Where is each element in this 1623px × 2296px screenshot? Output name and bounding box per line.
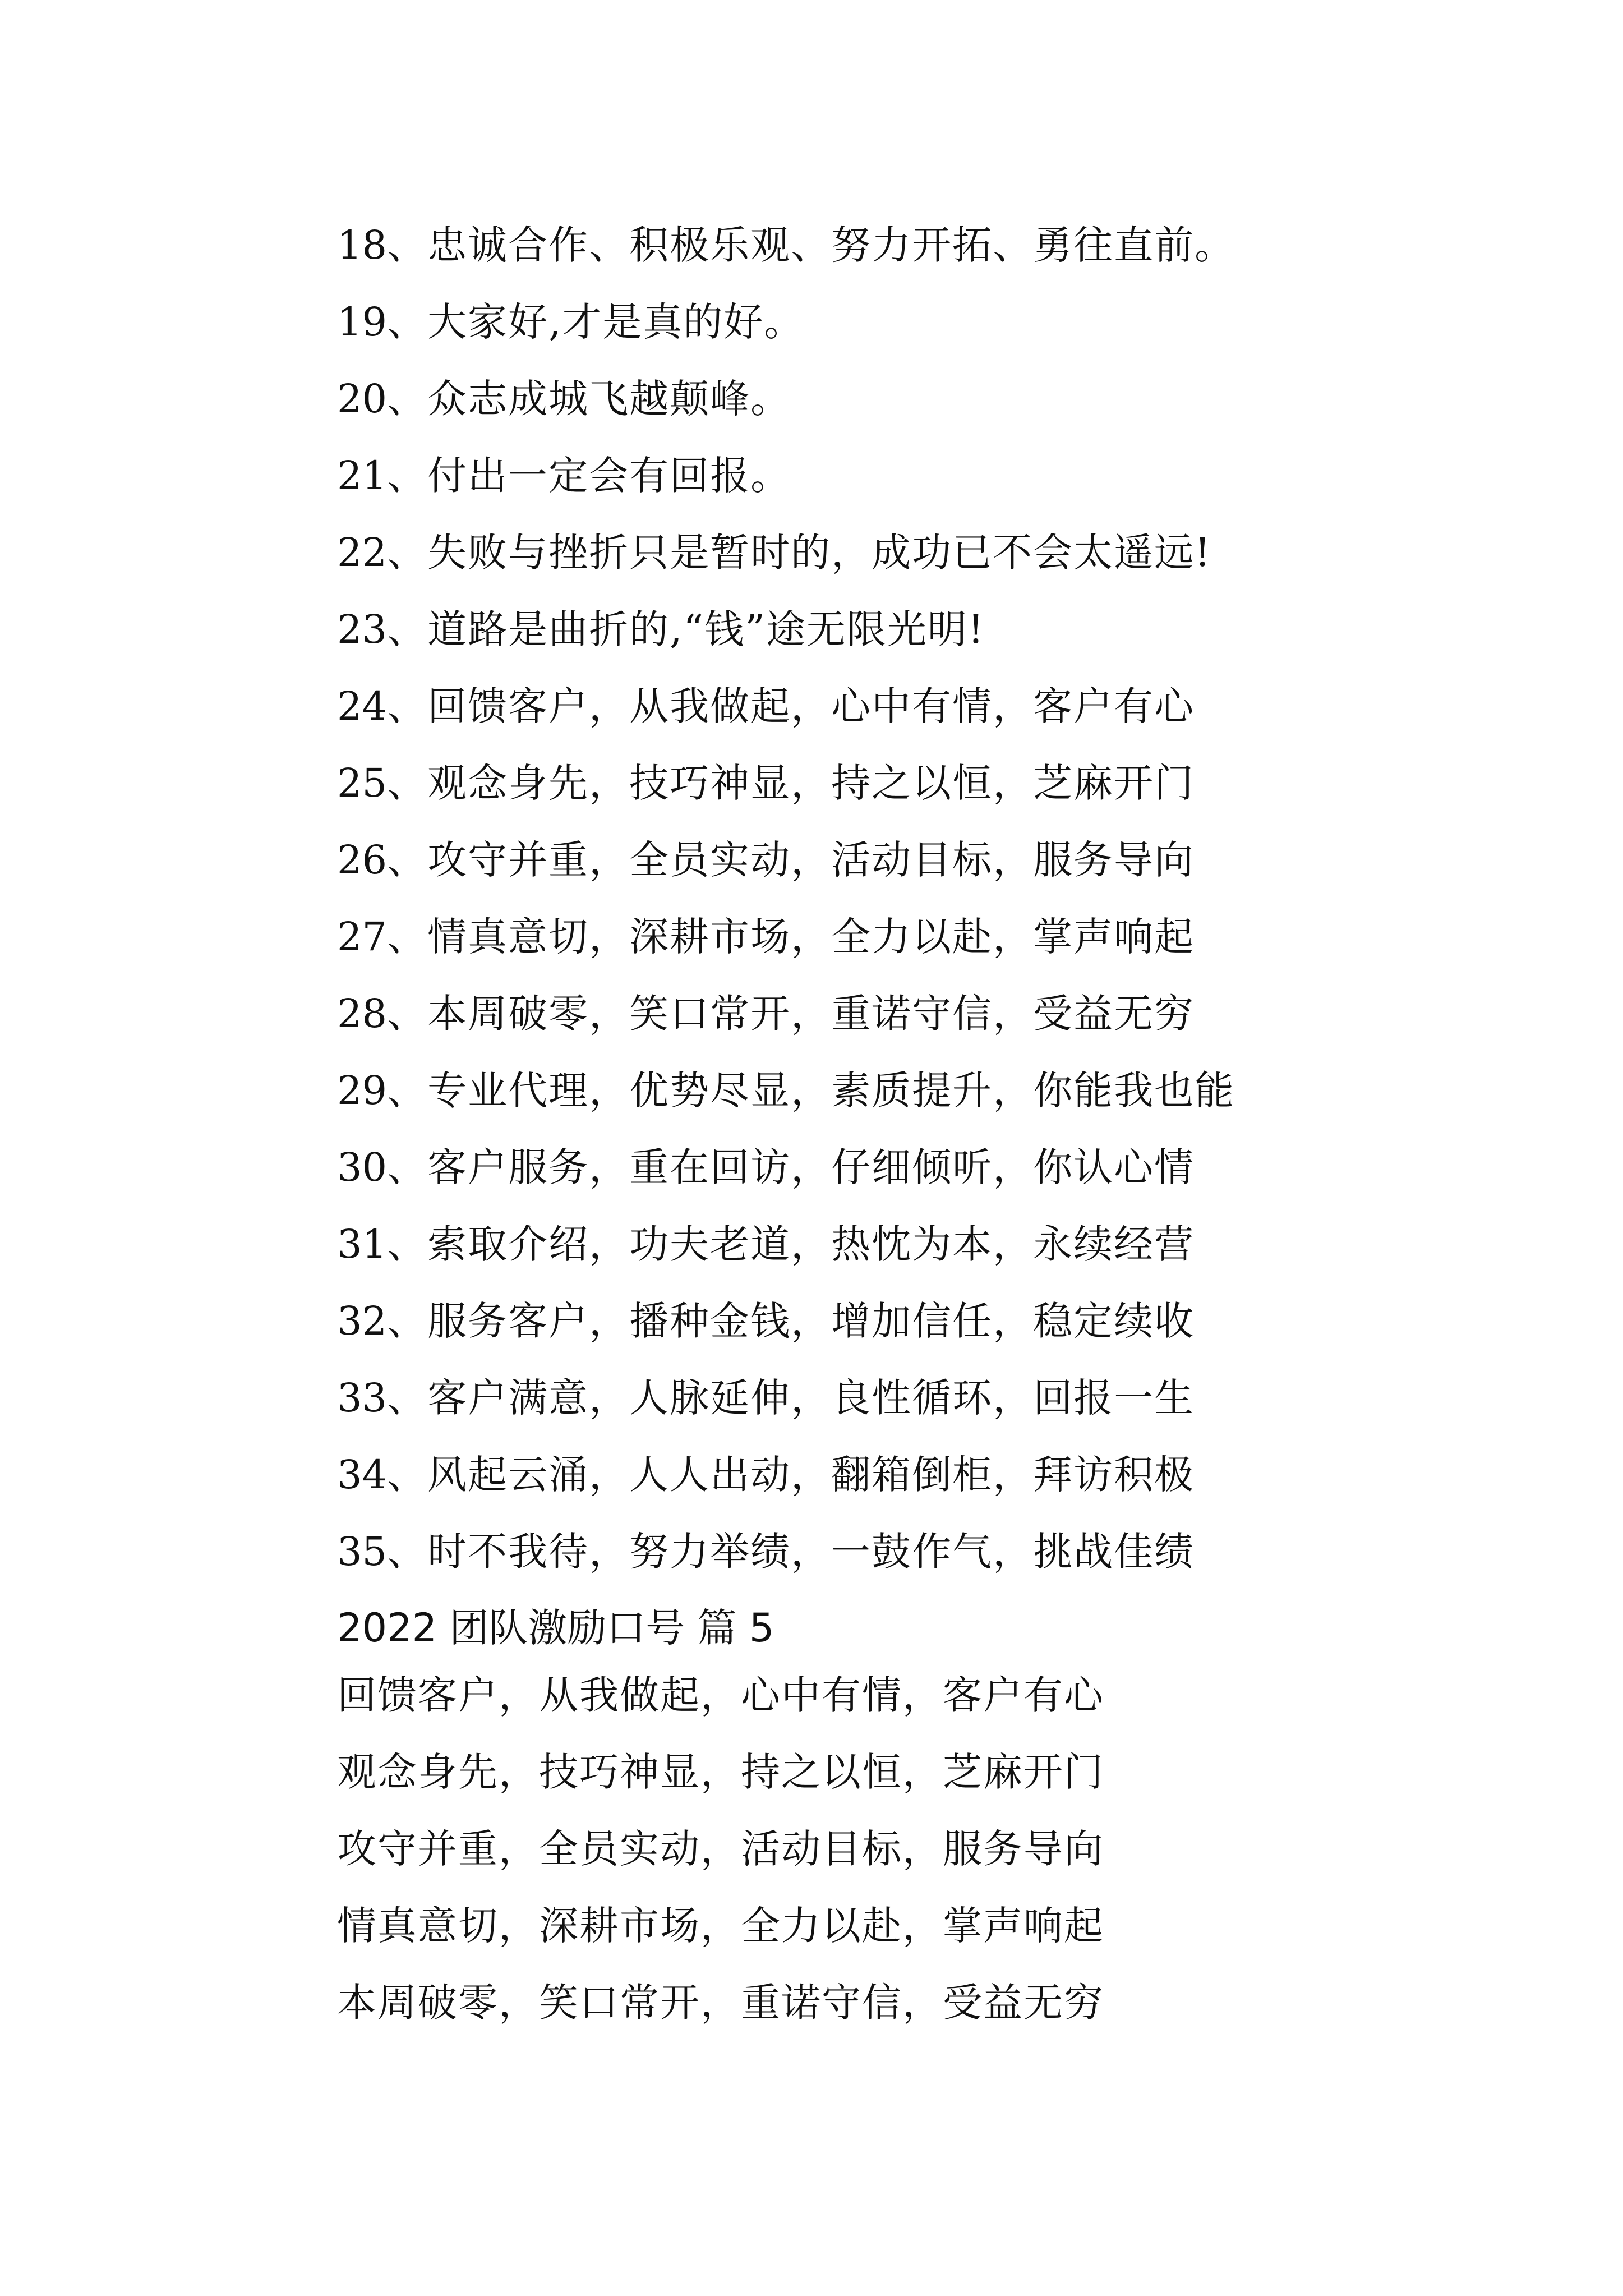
section-line: 回馈客户，从我做起，心中有情，客户有心 bbox=[337, 1672, 1104, 1718]
list-item bbox=[337, 293, 1543, 370]
list-item bbox=[337, 754, 1543, 831]
item-text: 、大家好,才是真的好。 bbox=[387, 299, 805, 345]
list-item bbox=[337, 1446, 1543, 1522]
list-item bbox=[337, 1522, 1543, 1599]
item-text: 、众志成城飞越颠峰。 bbox=[387, 376, 791, 422]
item-number: 21 bbox=[337, 453, 388, 499]
list-item bbox=[337, 447, 1543, 523]
item-number: 25 bbox=[337, 760, 388, 806]
item-number: 19 bbox=[337, 299, 388, 345]
item-text: 、服务客户，播种金钱，增加信任，稳定续收 bbox=[387, 1298, 1195, 1344]
section-lines bbox=[337, 1666, 1543, 2050]
item-text: 、时不我待，努力举绩，一鼓作气，挑战佳绩 bbox=[387, 1529, 1195, 1575]
list-item bbox=[337, 1138, 1543, 1215]
item-number: 31 bbox=[337, 1221, 388, 1267]
item-number: 34 bbox=[337, 1452, 388, 1498]
item-number: 33 bbox=[337, 1375, 388, 1421]
list-item bbox=[337, 984, 1543, 1061]
item-number: 29 bbox=[337, 1068, 388, 1114]
item-text: 、风起云涌，人人出动，翻箱倒柜，拜访积极 bbox=[387, 1452, 1195, 1498]
list-item bbox=[337, 370, 1543, 447]
list-item bbox=[337, 1369, 1543, 1446]
list-item bbox=[337, 1061, 1543, 1138]
item-number: 18 bbox=[337, 222, 388, 268]
item-number: 23 bbox=[337, 606, 388, 652]
section-5 bbox=[337, 1599, 1543, 2050]
section-heading: 2022 团队激励口号 篇 5 bbox=[337, 1605, 774, 1651]
slogan-list bbox=[337, 216, 1543, 1599]
list-item bbox=[337, 523, 1543, 600]
item-text: 、客户满意，人脉延伸，良性循环，回报一生 bbox=[387, 1375, 1195, 1421]
list-item bbox=[337, 831, 1543, 908]
item-text: 、付出一定会有回报。 bbox=[387, 453, 791, 499]
list-item bbox=[337, 1292, 1543, 1369]
list-item bbox=[337, 1215, 1543, 1292]
item-number: 22 bbox=[337, 530, 388, 576]
item-text: 、道路是曲折的,“钱”途无限光明! bbox=[387, 606, 985, 652]
item-text: 、情真意切，深耕市场，全力以赴，掌声响起 bbox=[387, 914, 1195, 960]
item-number: 27 bbox=[337, 914, 388, 960]
item-text: 、索取介绍，功夫老道，热忱为本，永续经营 bbox=[387, 1221, 1195, 1267]
section-line: 观念身先，技巧神显，持之以恒，芝麻开门 bbox=[337, 1749, 1104, 1795]
item-text: 、客户服务，重在回访，仔细倾听，你认心情 bbox=[387, 1144, 1195, 1190]
item-text: 、攻守并重，全员实动，活动目标，服务导向 bbox=[387, 837, 1195, 883]
list-item bbox=[337, 677, 1543, 754]
item-number: 24 bbox=[337, 683, 388, 729]
list-item bbox=[337, 908, 1543, 984]
list-item bbox=[337, 600, 1543, 677]
item-number: 32 bbox=[337, 1298, 388, 1344]
item-number: 20 bbox=[337, 376, 388, 422]
list-item bbox=[337, 216, 1543, 293]
item-text: 、回馈客户，从我做起，心中有情，客户有心 bbox=[387, 683, 1195, 729]
item-text: 、忠诚合作、积极乐观、努力开拓、勇往直前。 bbox=[387, 222, 1235, 268]
item-text: 、失败与挫折只是暂时的，成功已不会太遥远! bbox=[387, 530, 1212, 576]
item-number: 26 bbox=[337, 837, 388, 883]
item-text: 、观念身先，技巧神显，持之以恒，芝麻开门 bbox=[387, 760, 1195, 806]
section-line: 情真意切，深耕市场，全力以赴，掌声响起 bbox=[337, 1903, 1104, 1949]
item-number: 30 bbox=[337, 1144, 388, 1190]
item-text: 、本周破零，笑口常开，重诺守信，受益无穷 bbox=[387, 991, 1195, 1037]
item-number: 35 bbox=[337, 1529, 388, 1575]
item-number: 28 bbox=[337, 991, 388, 1037]
section-line: 攻守并重，全员实动，活动目标，服务导向 bbox=[337, 1826, 1104, 1872]
item-text: 、专业代理，优势尽显，素质提升，你能我也能 bbox=[387, 1068, 1235, 1114]
section-line: 本周破零，笑口常开，重诺守信，受益无穷 bbox=[337, 1980, 1104, 2026]
